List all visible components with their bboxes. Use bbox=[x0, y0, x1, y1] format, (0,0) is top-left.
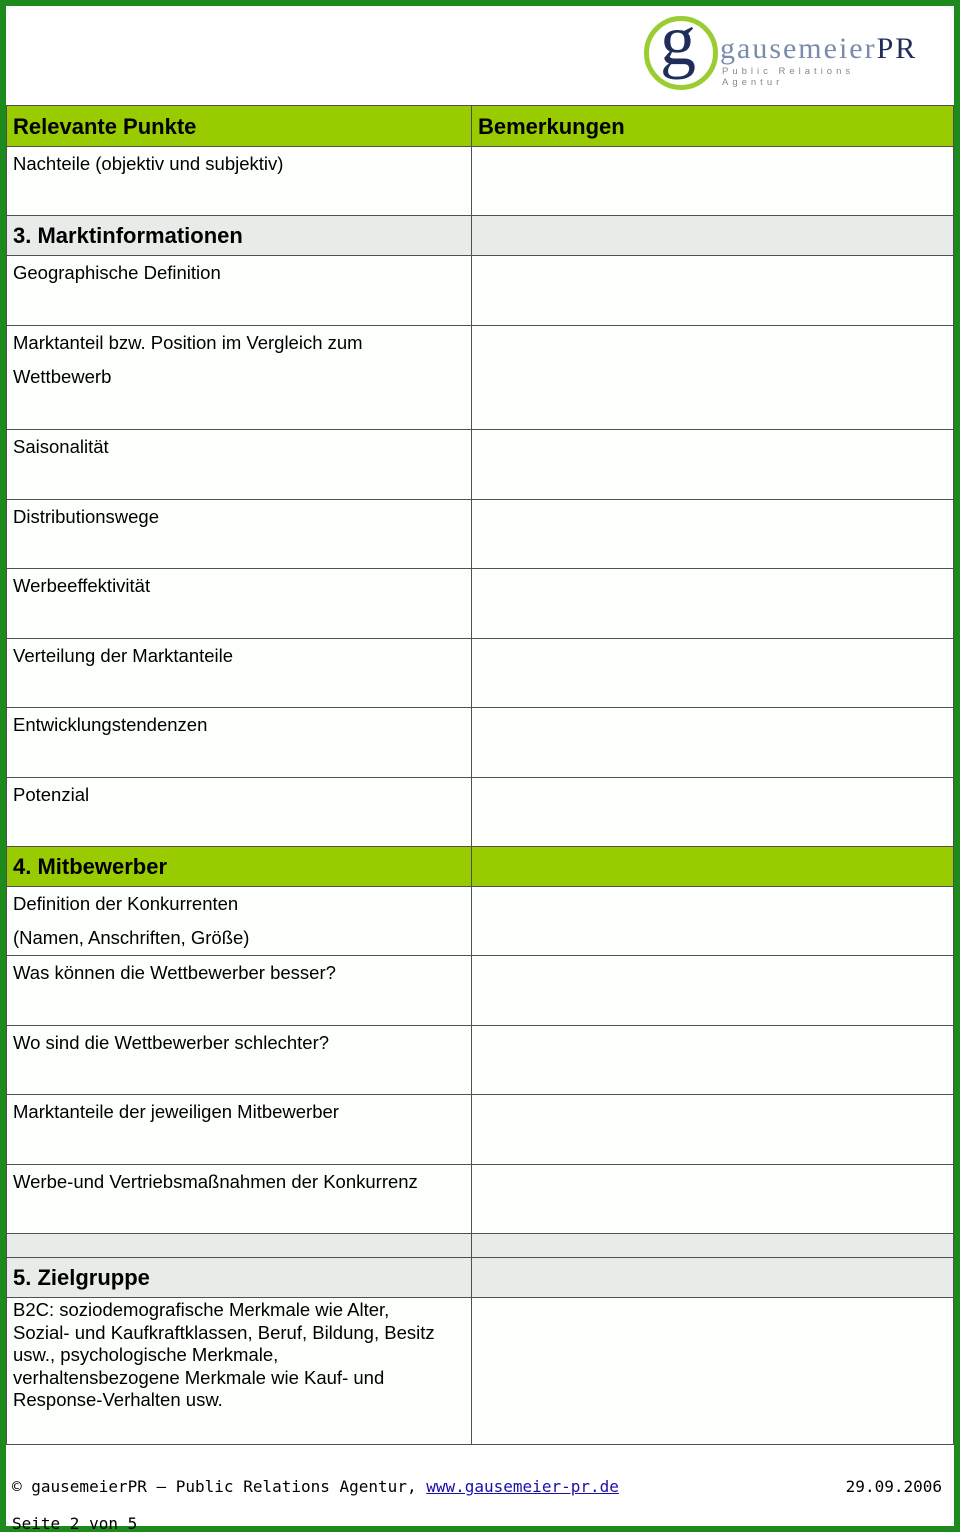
spacer-row bbox=[7, 1234, 954, 1258]
table-row bbox=[7, 1298, 954, 1445]
footer-copyright: © gausemeierPR – Public Relations Agentur, www.gausemeier-pr.de bbox=[12, 1477, 619, 1496]
section-header-5 bbox=[7, 1258, 954, 1298]
table-row bbox=[7, 708, 954, 778]
row-label: Was können die Wettbewerber besser? bbox=[7, 956, 472, 1026]
row-label: Geographische Definition bbox=[7, 256, 472, 326]
table-row bbox=[7, 639, 954, 708]
footer-date: 29.09.2006 bbox=[845, 1477, 942, 1496]
row-label: Wo sind die Wettbewerber schlechter? bbox=[7, 1026, 472, 1095]
row-label: Entwicklungstendenzen bbox=[7, 708, 472, 778]
table-row bbox=[7, 956, 954, 1026]
spacer-cell bbox=[472, 1234, 954, 1258]
remarks-cell[interactable] bbox=[472, 1165, 954, 1234]
header-bemerkungen: Bemerkungen bbox=[472, 106, 954, 147]
remarks-cell[interactable] bbox=[472, 1298, 954, 1445]
row-label: Nachteile (objektiv und subjektiv) bbox=[7, 147, 472, 216]
table-row bbox=[7, 1095, 954, 1165]
row-label: Potenzial bbox=[7, 778, 472, 847]
table-row bbox=[7, 1165, 954, 1234]
checklist-table bbox=[6, 105, 954, 1445]
row-label: Distributionswege bbox=[7, 500, 472, 569]
row-label: Werbeeffektivität bbox=[7, 569, 472, 639]
remarks-cell[interactable] bbox=[472, 1095, 954, 1165]
table-row bbox=[7, 569, 954, 639]
spacer-cell bbox=[7, 1234, 472, 1258]
section-title: 4. Mitbewerber bbox=[7, 847, 472, 887]
header-relevante-punkte: Relevante Punkte bbox=[7, 106, 472, 147]
remarks-cell[interactable] bbox=[472, 639, 954, 708]
table-row bbox=[7, 326, 954, 430]
row-label: Marktanteile der jeweiligen Mitbewerber bbox=[7, 1095, 472, 1165]
row-label: Saisonalität bbox=[7, 430, 472, 500]
section-title: 3. Marktinformationen bbox=[7, 216, 472, 256]
section-remarks-cell bbox=[472, 1258, 954, 1298]
logo-g-mark: g bbox=[660, 0, 696, 80]
remarks-cell[interactable] bbox=[472, 778, 954, 847]
logo-tagline: Public Relations Agentur bbox=[722, 66, 855, 88]
section-title: 5. Zielgruppe bbox=[7, 1258, 472, 1298]
remarks-cell[interactable] bbox=[472, 569, 954, 639]
logo-wordmark: gausemeierPR bbox=[720, 32, 918, 65]
section-header-4 bbox=[7, 847, 954, 887]
table-row bbox=[7, 778, 954, 847]
table-row bbox=[7, 1026, 954, 1095]
row-label: Definition der Konkurrenten (Namen, Anschriften, Größe) bbox=[7, 887, 472, 956]
footer-page-number: Seite 2 von 5 bbox=[12, 1514, 138, 1533]
table-header-row bbox=[7, 106, 954, 147]
company-logo bbox=[644, 0, 918, 90]
remarks-cell[interactable] bbox=[472, 887, 954, 956]
section-remarks-cell bbox=[472, 847, 954, 887]
remarks-cell[interactable] bbox=[472, 256, 954, 326]
table-row bbox=[7, 430, 954, 500]
row-label: Marktanteil bzw. Position im Vergleich zum Wettbewerb bbox=[7, 326, 472, 430]
section-remarks-cell bbox=[472, 216, 954, 256]
remarks-cell[interactable] bbox=[472, 956, 954, 1026]
table-row bbox=[7, 147, 954, 216]
remarks-cell[interactable] bbox=[472, 708, 954, 778]
section-header-3 bbox=[7, 216, 954, 256]
table-row bbox=[7, 887, 954, 956]
remarks-cell[interactable] bbox=[472, 147, 954, 216]
remarks-cell[interactable] bbox=[472, 326, 954, 430]
remarks-cell[interactable] bbox=[472, 430, 954, 500]
website-link[interactable]: www.gausemeier-pr.de bbox=[426, 1477, 619, 1496]
remarks-cell[interactable] bbox=[472, 500, 954, 569]
remarks-cell[interactable] bbox=[472, 1026, 954, 1095]
row-label: Verteilung der Marktanteile bbox=[7, 639, 472, 708]
table-row bbox=[7, 500, 954, 569]
row-label: B2C: soziodemografische Merkmale wie Alter, Sozial- und Kaufkraftklassen, Beruf, Bildung, Besitz usw., psychologische Merkmale, verhaltensbezogene Merkmale wie Kauf- und Response-Verhalten usw. bbox=[7, 1298, 472, 1445]
table-row bbox=[7, 256, 954, 326]
row-label: Werbe-und Vertriebsmaßnahmen der Konkurrenz bbox=[7, 1165, 472, 1234]
